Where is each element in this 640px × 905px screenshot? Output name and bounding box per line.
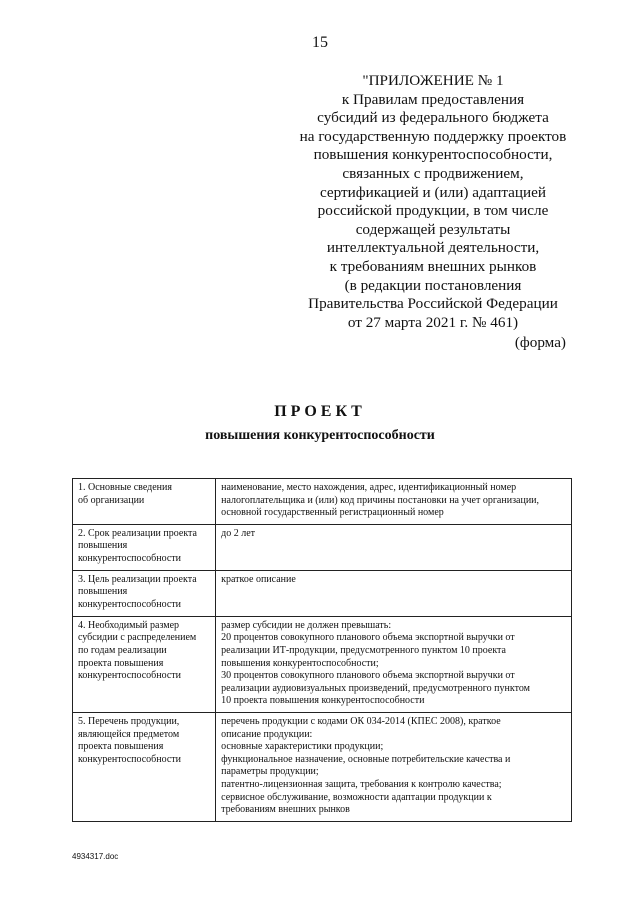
appendix-line: на государственную поддержку проектов [299,127,567,145]
row-heading-line: повышения [78,540,128,552]
row-heading-cell [73,479,216,525]
row-content-line: параметры продукции; [221,766,319,778]
row-content-cell [216,479,572,525]
row-heading-line: об организации [78,494,145,506]
row-content-line: наименование, место нахождения, адрес, идентификационный номер [221,482,517,493]
row-heading-line: конкурентоспособности [78,670,182,682]
table-row [73,712,572,821]
row-content-line: 30 процентов совокупного планового объема экспортной выручки от [221,670,515,682]
appendix-line: (в редакции постановления [344,276,522,294]
row-heading-line: являющейся предметом [78,728,180,740]
row-heading-line: 1. Основные сведения [78,482,172,493]
row-content-line: повышения конкурентоспособности; [221,657,379,669]
row-heading-line: 2. Срок реализации проекта [78,527,197,539]
appendix-line: "ПРИЛОЖЕНИЕ № 1 [362,72,504,89]
row-heading-line: проекта повышения [78,741,164,753]
page-number: 15 [312,34,328,51]
row-content-line: функциональное назначение, основные потребительские качества и [221,753,511,765]
table-row [73,570,572,616]
row-content-cell [216,570,572,616]
appendix-line: сертификацией и (или) адаптацией [319,183,547,201]
row-content-line: 20 процентов совокупного планового объема экспортной выручки от [221,632,515,644]
row-content-line: описание продукции: [221,728,313,740]
form-label: (форма) [514,334,566,351]
appendix-line: повышения конкурентоспособности, [313,146,553,164]
row-content-cell [216,712,572,821]
row-content-line: 10 проекта повышения конкурентоспособности [221,695,425,707]
row-heading-line: субсидии с распределением [78,632,197,644]
row-content-cell [216,524,572,570]
row-content-line: перечень продукции с кодами ОК 034-2014 (КПЕС 2008), краткое [221,715,501,727]
row-heading-line: конкурентоспособности [78,552,182,564]
row-heading-cell [73,712,216,821]
row-heading-line: 5. Перечень продукции, [78,715,180,727]
row-heading-line: проекта повышения [78,657,164,669]
table-row [73,479,572,525]
table-row [73,524,572,570]
row-heading-cell [73,524,216,570]
appendix-line: к требованиям внешних рынков [329,257,537,275]
appendix-line: субсидий из федерального бюджета [317,109,549,127]
appendix-line: российской продукции, в том числе [317,202,549,220]
document-title: ПРОЕКТ [274,403,366,420]
appendix-line: к Правилам предоставления [341,90,525,108]
footer-filename: 4934317.doc [72,852,119,861]
row-content-cell [216,616,572,712]
row-content-line: основной государственный регистрационный номер [221,507,444,519]
document-subtitle: повышения конкурентоспособности [205,428,435,443]
row-content-line: краткое описание [221,573,296,585]
row-content-line: сервисное обслуживание, возможности адаптации продукции к [221,791,492,803]
appendix-header [278,72,588,332]
appendix-line: от 27 марта 2021 г. № 461) [347,313,519,331]
row-content-line: до 2 лет [221,527,256,539]
row-heading-line: конкурентоспособности [78,753,182,765]
row-content-line: патентно-лицензионная защита, требования к контролю качества; [221,778,502,790]
row-heading-line: конкурентоспособности [78,598,182,610]
table-row [73,616,572,712]
row-heading-cell [73,570,216,616]
row-content-line: основные характеристики продукции; [221,741,384,753]
appendix-line: связанных с продвижением, [342,164,524,182]
row-content-line: размер субсидии не должен превышать: [221,619,392,631]
row-heading-line: по годам реализации [78,644,167,656]
row-content-line: реализации аудиовизуальных произведений, предусмотренного пунктом [221,682,530,694]
row-content-line: требованиям внешних рынков [221,804,350,816]
project-table [72,478,572,822]
row-heading-line: повышения [78,586,128,598]
row-heading-cell [73,616,216,712]
row-heading-line: 3. Цель реализации проекта [78,573,197,585]
row-content-line: реализации ИТ-продукции, предусмотренного пунктом 10 проекта [221,644,506,656]
row-content-line: налогоплательщика и (или) код причины постановки на учет организации, [221,494,540,506]
appendix-line: Правительства Российской Федерации [308,295,558,313]
appendix-line: содержащей результаты [355,220,511,238]
appendix-line: интеллектуальной деятельности, [326,239,540,257]
row-heading-line: 4. Необходимый размер [78,619,180,631]
